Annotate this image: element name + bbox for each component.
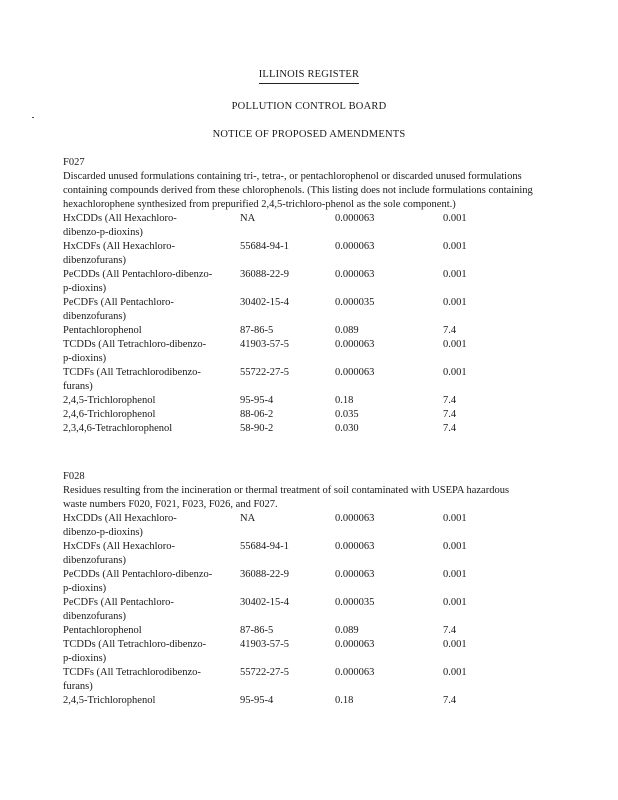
wastewater-limit: 0.000035 [335,297,375,308]
constituent-name: HxCDFs (All Hexachloro-dibenzofurans) [63,541,175,566]
nonwastewater-limit: 7.4 [443,625,457,636]
table-row [63,338,533,366]
table-row [63,296,533,324]
table-row [63,540,533,568]
constituent-name: PeCDDs (All Pentachloro-dibenzo-p-dioxins) [63,269,213,294]
table-row [63,240,533,268]
wastewater-limit: 0.030 [335,423,359,434]
nonwastewater-limit: 7.4 [443,695,457,706]
nonwastewater-limit: 0.001 [443,269,467,280]
cas-number: 41903-57-5 [240,639,289,650]
nonwastewater-limit: 0.001 [443,213,467,224]
cas-number: 36088-22-9 [240,569,289,580]
cas-number: NA [240,213,256,224]
cas-number: 36088-22-9 [240,269,289,280]
wastewater-limit: 0.000063 [335,541,375,552]
register-title [0,68,618,84]
nonwastewater-limit: 7.4 [443,325,457,336]
table-row [63,666,533,694]
constituent-name: 2,4,5-Trichlorophenol [63,395,156,406]
table-row [63,366,533,394]
wastewater-limit: 0.000035 [335,597,375,608]
cas-number: NA [240,513,256,524]
nonwastewater-limit: 0.001 [443,241,467,252]
nonwastewater-limit: 0.001 [443,569,467,580]
constituent-name: TCDDs (All Tetrachloro-dibenzo-p-dioxins) [63,639,207,664]
wastewater-limit: 0.000063 [335,513,375,524]
constituent-name: Pentachlorophenol [63,325,142,336]
constituent-name: 2,4,6-Trichlorophenol [63,409,156,420]
table-row [63,568,533,596]
wastewater-limit: 0.18 [335,695,354,706]
wastewater-limit: 0.000063 [335,269,375,280]
constituent-name: 2,3,4,6-Tetrachlorophenol [63,423,173,434]
cas-number: 95-95-4 [240,695,274,706]
table-row [63,268,533,296]
constituent-name: HxCDFs (All Hexachloro-dibenzofurans) [63,241,175,266]
cas-number: 41903-57-5 [240,339,289,350]
wastewater-limit: 0.000063 [335,367,375,378]
nonwastewater-limit: 0.001 [443,667,467,678]
constituent-table [63,212,533,436]
waste-description: Discarded unused formulations containing tri-, tetra-, or pentachlorophenol or discarded unused formulations containing compounds derived from these chlorophenols. (This listing does not include formulations containing hexachlorophene synthesized from prepurified 2,4,5-trichloro-phenol as the sole component.) [63,171,533,210]
waste-description: Residues resulting from the incineration or thermal treatment of soil contaminated with USEPA hazardous waste numbers F020, F021, F023, F026, and F027. [63,485,510,510]
wastewater-limit: 0.000063 [335,639,375,650]
nonwastewater-limit: 0.001 [443,597,467,608]
table-row [63,422,533,436]
constituent-name: PeCDFs (All Pentachloro-dibenzofurans) [63,297,174,322]
constituent-name: PeCDDs (All Pentachloro-dibenzo-p-dioxins) [63,569,213,594]
wastewater-limit: 0.18 [335,395,354,406]
cas-number: 88-06-2 [240,409,274,420]
cas-number: 30402-15-4 [240,597,289,608]
waste-section-f028 [63,470,533,708]
constituent-name: TCDFs (All Tetrachlorodibenzo-furans) [63,367,201,392]
register-title-text: ILLINOIS REGISTER [259,68,360,84]
wastewater-limit: 0.000063 [335,241,375,252]
table-row [63,394,533,408]
nonwastewater-limit: 0.001 [443,541,467,552]
nonwastewater-limit: 0.001 [443,339,467,350]
table-row [63,408,533,422]
waste-code: F027 [63,157,85,168]
table-row [63,324,533,338]
constituent-table [63,512,533,708]
notice-title: NOTICE OF PROPOSED AMENDMENTS [212,129,406,140]
constituent-name: TCDDs (All Tetrachloro-dibenzo-p-dioxins) [63,339,207,364]
cas-number: 87-86-5 [240,325,274,336]
board-title: POLLUTION CONTROL BOARD [231,101,387,112]
wastewater-limit: 0.089 [335,325,359,336]
nonwastewater-limit: 0.001 [443,513,467,524]
constituent-name: HxCDDs (All Hexachloro-dibenzo-p-dioxins) [63,213,177,238]
constituent-name: 2,4,5-Trichlorophenol [63,695,156,706]
cas-number: 55722-27-5 [240,667,289,678]
table-row [63,624,533,638]
wastewater-limit: 0.000063 [335,213,375,224]
cas-number: 55684-94-1 [240,541,289,552]
cas-number: 55722-27-5 [240,367,289,378]
nonwastewater-limit: 0.001 [443,297,467,308]
cas-number: 30402-15-4 [240,297,289,308]
table-row [63,512,533,540]
cas-number: 87-86-5 [240,625,274,636]
table-row [63,694,533,708]
wastewater-limit: 0.089 [335,625,359,636]
constituent-name: Pentachlorophenol [63,625,142,636]
table-row [63,596,533,624]
wastewater-limit: 0.000063 [335,339,375,350]
cas-number: 95-95-4 [240,395,274,406]
waste-section-f027 [63,156,533,436]
nonwastewater-limit: 7.4 [443,409,457,420]
nonwastewater-limit: 7.4 [443,423,457,434]
constituent-name: TCDFs (All Tetrachlorodibenzo-furans) [63,667,201,692]
cas-number: 55684-94-1 [240,241,289,252]
wastewater-limit: 0.000063 [335,569,375,580]
wastewater-limit: 0.035 [335,409,359,420]
nonwastewater-limit: 0.001 [443,367,467,378]
cas-number: 58-90-2 [240,423,274,434]
table-row [63,638,533,666]
table-row [63,212,533,240]
wastewater-limit: 0.000063 [335,667,375,678]
nonwastewater-limit: 0.001 [443,639,467,650]
constituent-name: HxCDDs (All Hexachloro-dibenzo-p-dioxins) [63,513,177,538]
waste-code: F028 [63,471,85,482]
nonwastewater-limit: 7.4 [443,395,457,406]
scan-speck [32,117,34,118]
constituent-name: PeCDFs (All Pentachloro-dibenzofurans) [63,597,174,622]
